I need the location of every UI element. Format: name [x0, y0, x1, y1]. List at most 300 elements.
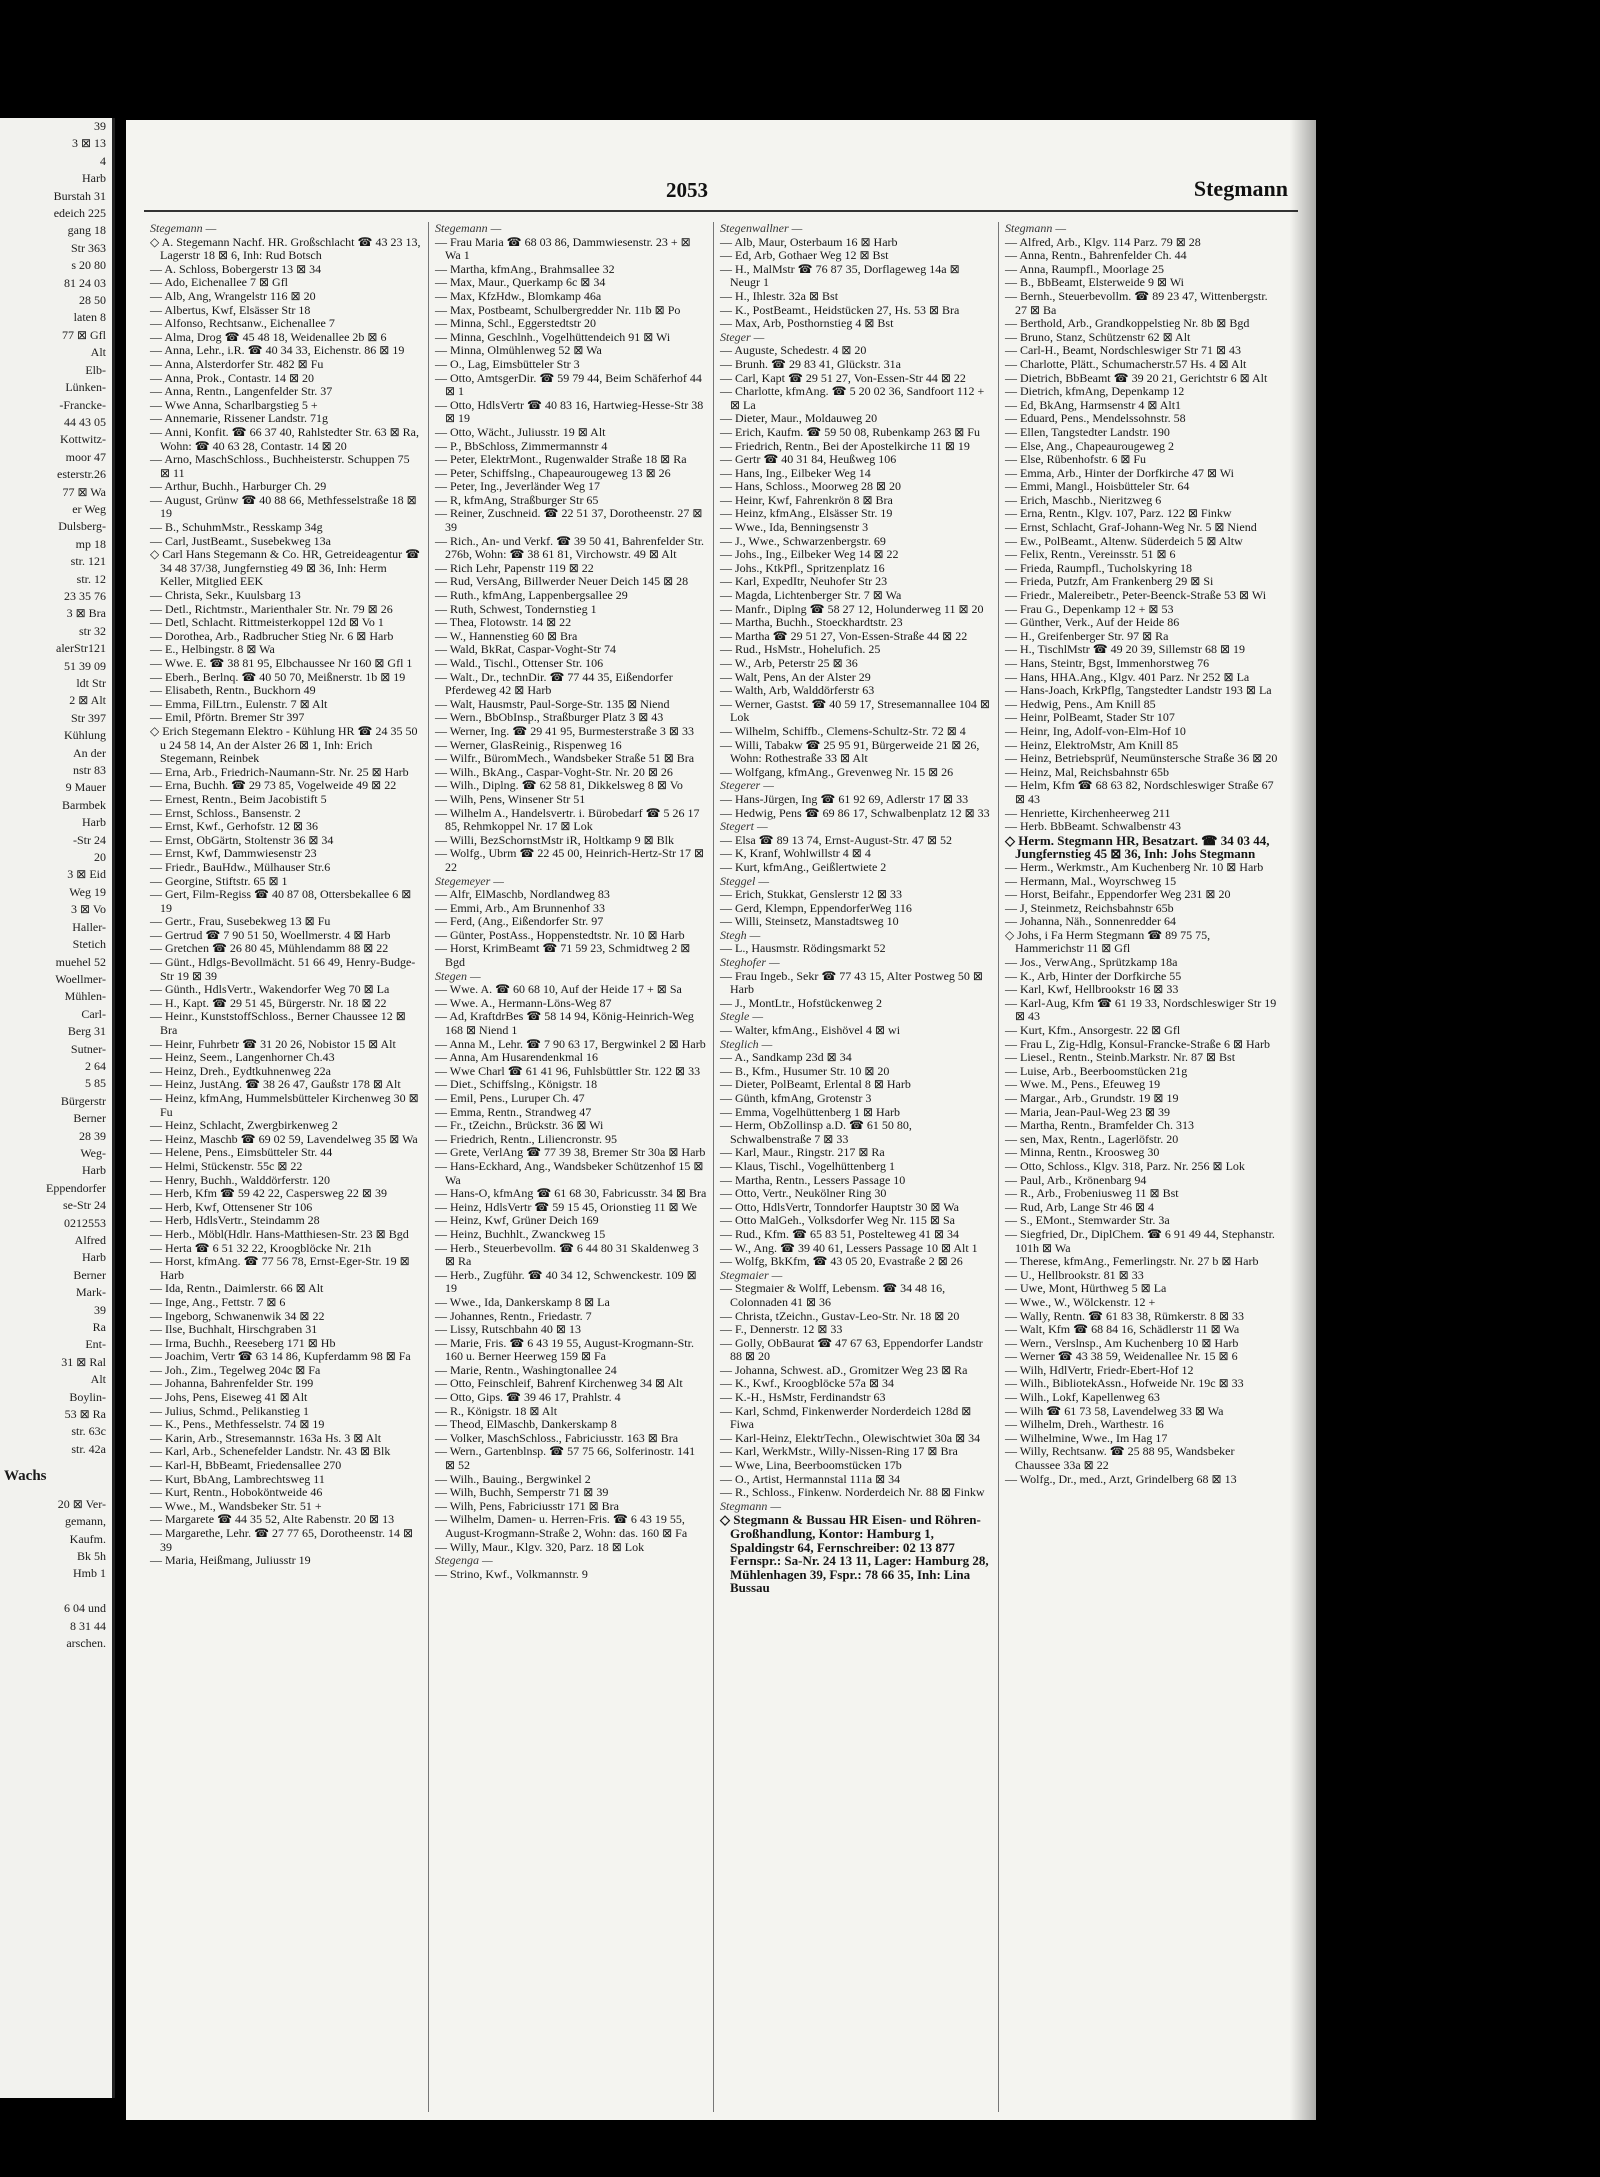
directory-entry: — Otto, HdlsVertr ☎ 40 83 16, Hartwieg-Hesse-Str 38 ⊠ 19 — [435, 397, 704, 426]
directory-entry: — Ernst, Kwf, Dammwiesenstr 23 — [150, 846, 317, 861]
directory-entry: — Emma, Rentn., Strandweg 47 — [435, 1104, 592, 1119]
directory-entry: — Dorothea, Arb., Radbrucher Stieg Nr. 6 ⊠ Harb — [150, 628, 394, 643]
left-page-line: Burstah 31 — [53, 188, 106, 203]
left-page-line: Harb — [82, 1163, 106, 1178]
left-page-line: Sutner- — [70, 1041, 106, 1056]
directory-entry: — Johanna, Näh., Sonnenredder 64 — [1005, 914, 1176, 929]
directory-entry: — Peter, ElektrMont., Rugenwalder Straße 18 ⊠ Ra — [435, 452, 687, 467]
directory-entry: — Max, Arb, Posthornstieg 4 ⊠ Bst — [720, 316, 894, 331]
directory-entry: — Minna, Rentn., Kroosweg 30 — [1005, 1145, 1160, 1160]
directory-entry: — Günth., HdlsVertr., Wakendorfer Weg 70 ⊠ La — [150, 982, 390, 997]
directory-entry: — Herm, ObZollinsp a.D. ☎ 61 50 80, Schwalbenstraße 7 ⊠ 33 — [720, 1118, 912, 1146]
directory-entry: — Wilhelm A., Handelsvertr. i. Bürobedarf ☎ 5 26 17 85, Rehmkoppel Nr. 17 ⊠ Lok — [435, 805, 700, 834]
entry-columns — [144, 222, 1304, 2112]
left-page-line: 44 43 05 — [64, 414, 106, 429]
directory-entry: — Elsa ☎ 89 13 74, Ernst-August-Str. 47 ⊠ 52 — [720, 832, 952, 847]
directory-entry: — B., SchuhmMstr., Resskamp 34g — [150, 520, 323, 535]
directory-entry: — B., Kfm., Husumer Str. 10 ⊠ 20 — [720, 1063, 890, 1078]
directory-entry: — Herb., Möbl(Hdlr. Hans-Matthiesen-Str. 23 ⊠ Bgd — [150, 1226, 409, 1241]
directory-entry: — R., Königstr. 18 ⊠ Alt — [435, 1403, 558, 1418]
directory-entry: — Karl-H, BbBeamt, Friedensallee 270 — [150, 1458, 342, 1473]
surname-heading: Stegemann — — [150, 222, 217, 235]
directory-entry: — Erna, Buchh. ☎ 29 73 85, Vogelweide 49 ⊠ 22 — [150, 778, 397, 793]
left-page-line: Lünken- — [65, 380, 106, 395]
directory-entry: — Stegmaier & Wolff, Lebensm. ☎ 34 48 16, Colonnaden 41 ⊠ 36 — [720, 1281, 946, 1309]
directory-entry: — Henry, Buchh., Walddörferstr. 120 — [150, 1172, 330, 1187]
directory-entry: — August, Grünw ☎ 40 88 66, Methfesselstraße 18 ⊠ 19 — [150, 492, 417, 521]
directory-entry: — Herb., Steuerbevollm. ☎ 6 44 80 31 Skaldenweg 3 ⊠ Ra — [435, 1240, 699, 1269]
directory-entry: — Eduard, Pens., Mendelssohnstr. 58 — [1005, 411, 1186, 426]
directory-entry: — Alfred, Arb., Klgv. 114 Parz. 79 ⊠ 28 — [1005, 234, 1201, 249]
directory-entry: — Gerd, Klempn, EppendorferWeg 116 — [720, 900, 912, 915]
left-page-line: 8 31 44 — [70, 1618, 106, 1633]
directory-entry: — Minna, Geschlnh., Vogelhüttendeich 91 ⊠ Wi — [435, 329, 671, 344]
directory-entry: — Frau Ingeb., Sekr ☎ 77 43 15, Alter Postweg 50 ⊠ Harb — [720, 968, 983, 997]
directory-entry: — Wwe, Lina, Beerboomstücken 17b — [720, 1458, 902, 1473]
directory-entry: — Ferd, (Ang., Eißendorfer Str. 97 — [435, 914, 604, 929]
directory-entry: — Detl., Richtmstr., Marienthaler Str. Nr. 79 ⊠ 26 — [150, 601, 393, 616]
left-page-line: 3 ⊠ Eid — [67, 867, 106, 882]
left-page-line: muehel 52 — [55, 954, 106, 969]
directory-entry: — Frieda, Putzfr, Am Frankenberg 29 ⊠ Si — [1005, 574, 1214, 589]
directory-entry: — Horst, kfmAng. ☎ 77 56 78, Ernst-Eger-Str. 19 ⊠ Harb — [150, 1254, 410, 1282]
directory-entry: — Anna, Raumpfl., Moorlage 25 — [1005, 261, 1164, 276]
directory-entry: — Wilhelm, Damen- u. Herren-Fris. ☎ 6 43 19 55, August-Krogmann-Straße 2, Wohn: das. 160 ⊠ Fa — [435, 1512, 688, 1540]
surname-heading: Stegemeyer — — [435, 873, 504, 888]
directory-entry: — Martha, Buchh., Stoeckhardtstr. 23 — [720, 615, 903, 630]
directory-entry: — Irma, Buchh., Reeseberg 171 ⊠ Hb — [150, 1335, 336, 1350]
directory-entry: — Frau L, Zig-Hdlg, Konsul-Francke-Straße 6 ⊠ Harb — [1005, 1036, 1270, 1051]
left-page-line: gang 18 — [67, 223, 106, 238]
directory-entry: — Magda, Lichtenberger Str. 7 ⊠ Wa — [720, 588, 902, 603]
directory-entry: — Max, Maur., Querkamp 6c ⊠ 34 — [435, 275, 606, 290]
directory-entry: — O., Lag, Eimsbütteler Str 3 — [435, 356, 580, 371]
directory-entry: — H., Kapt. ☎ 29 51 45, Bürgerstr. Nr. 18 ⊠ 22 — [150, 995, 387, 1010]
directory-entry: — Werner, GlasReinig., Rispenweg 16 — [435, 737, 622, 752]
left-page-line: er Weg — [72, 501, 106, 516]
directory-entry: — Joachim, Vertr ☎ 63 14 86, Kupferdamm 98 ⊠ Fa — [150, 1349, 411, 1364]
directory-entry: — Karl, WerkMstr., Willy-Nissen-Ring 17 ⊠ Bra — [720, 1444, 958, 1459]
left-page-line: Berg 31 — [67, 1024, 106, 1039]
left-page-line: str. 42a — [71, 1441, 106, 1456]
directory-entry: — Helm, Kfm ☎ 68 63 82, Nordschleswiger Straße 67 ⊠ 43 — [1005, 778, 1274, 806]
left-page-line: Alt — [90, 1372, 106, 1387]
directory-entry: — Karl, Kwf, Hellbrookstr 16 ⊠ 33 — [1005, 982, 1179, 997]
directory-entry: — Erna, Arb., Friedrich-Naumann-Str. Nr. 25 ⊠ Harb — [150, 764, 409, 779]
directory-entry: ◇ Johs, i Fa Herm Stegmann ☎ 89 75 75, Hammerichstr 11 ⊠ Gfl — [1005, 927, 1211, 956]
directory-entry: — Gertrud ☎ 7 90 51 50, Woellmerstr. 4 ⊠ Harb — [150, 927, 391, 942]
left-page-line: 3 ⊠ Bra — [66, 606, 106, 621]
directory-entry: — Willy, Maur., Klgv. 320, Parz. 18 ⊠ Lok — [435, 1539, 645, 1554]
directory-entry: — Jos., VerwAng., Sprützkamp 18a — [1005, 955, 1178, 970]
directory-entry: — Ilse, Buchhalt, Hirschgraben 31 — [150, 1322, 318, 1337]
left-page-line: 77 ⊠ Wa — [62, 484, 106, 499]
left-page-line: 28 39 — [79, 1128, 106, 1143]
left-page-line: Mühlen- — [64, 989, 106, 1004]
directory-entry: ◇ Stegmann & Bussau HR Eisen- und Röhren-Großhandlung, Kontor: Hamburg 1, Spaldingstr 64, Fernschreiber: 02 13 877 Fernspr.: Sa-Nr. 24 13 11, Lager: Hamburg 28, Mühlenhagen 39, Fspr.: 78 66 35, Inh: Lina Bussau — [720, 1512, 989, 1596]
directory-entry: — Emma, Vogelhüttenberg 1 ⊠ Harb — [720, 1104, 901, 1119]
directory-entry: — Liesel., Rentn., Steinb.Markstr. Nr. 87 ⊠ Bst — [1005, 1050, 1236, 1065]
directory-entry: — Karl-Heinz, ElektrTechn., Olewischtwiet 30a ⊠ 34 — [720, 1430, 981, 1445]
directory-entry: — Wilhelmine, Wwe., Im Hag 17 — [1005, 1430, 1168, 1445]
directory-entry: — Christa, tZeichn., Gustav-Leo-Str. Nr. 18 ⊠ 20 — [720, 1308, 960, 1323]
directory-entry: — S., EMont., Stemwarder Str. 3a — [1005, 1213, 1170, 1228]
directory-entry: — Max, Postbeamt, Schulbergredder Nr. 11b ⊠ Po — [435, 302, 681, 317]
directory-entry: — Wald., Tischl., Ottenser Str. 106 — [435, 656, 604, 670]
directory-entry: — Strino, Kwf., Volkmannstr. 9 — [435, 1566, 588, 1581]
directory-entry: — H., MalMstr ☎ 76 87 35, Dorflageweg 14a ⊠ Neugr 1 — [720, 261, 960, 290]
directory-entry: — Julius, Schmd., Pelikanstieg 1 — [150, 1403, 309, 1418]
directory-entry: — Heinz, Buchhlt., Zwanckweg 15 — [435, 1226, 606, 1241]
directory-entry: — Walth, Arb, Walddörferstr 63 — [720, 683, 875, 698]
page-number: 2053 — [666, 178, 708, 202]
directory-entry: — A., Sandkamp 23d ⊠ 34 — [720, 1050, 852, 1065]
left-page-line: alerStr121 — [56, 641, 106, 656]
left-page-line: 20 — [94, 850, 106, 865]
directory-entry: — Dieter, Maur., Moldauweg 20 — [720, 411, 878, 426]
directory-entry: — K., PostBeamt., Heidstücken 27, Hs. 53 ⊠ Bra — [720, 302, 960, 317]
left-page-line: 9 Mauer — [65, 780, 106, 795]
directory-entry: — Heinr., KunststoffSchloss., Berner Chaussee 12 ⊠ Bra — [150, 1009, 406, 1038]
directory-entry: — Karl, Maur., Ringstr. 217 ⊠ Ra — [720, 1145, 885, 1160]
left-page-line: se-Str 24 — [63, 1198, 106, 1213]
directory-entry: — Otto, Schloss., Klgv. 318, Parz. Nr. 256 ⊠ Lok — [1005, 1158, 1245, 1173]
directory-entry: — Wwe., Ida, Benningsenstr 3 — [720, 520, 869, 535]
directory-entry: — K., Kwf., Kroogblöcke 57a ⊠ 34 — [720, 1376, 895, 1391]
directory-entry: — E., Helbingstr. 8 ⊠ Wa — [150, 642, 275, 657]
directory-entry: — Kurt, Rentn., Hoboköntweide 46 — [150, 1485, 323, 1500]
directory-entry: — Hans-Joach, KrkPflg, Tangstedter Landstr 193 ⊠ La — [1005, 683, 1272, 698]
directory-entry: — Heinz, HdlsVertr ☎ 59 15 45, Orionstieg 11 ⊠ We — [435, 1199, 698, 1214]
left-page-line: 0212553 — [64, 1215, 106, 1230]
directory-entry: — Otto, Gips. ☎ 39 46 17, Prahlstr. 4 — [435, 1390, 621, 1405]
directory-entry: — Rich Lehr, Papenstr 119 ⊠ 22 — [435, 560, 594, 575]
left-page-line: Barmbek — [62, 797, 106, 812]
left-page-line: -Francke- — [59, 397, 106, 412]
directory-entry: — Heinz, JustAng. ☎ 38 26 47, Gaußstr 178 ⊠ Alt — [150, 1077, 401, 1092]
directory-entry: — Grete, VerlAng ☎ 77 39 38, Bremer Str 30a ⊠ Harb — [435, 1145, 706, 1160]
directory-entry: — Else, Ang., Chapeaurougeweg 2 — [1005, 438, 1174, 453]
left-page-line: Bk 5h — [76, 1548, 106, 1563]
left-page-line: str 32 — [79, 623, 106, 638]
left-page-line: 53 ⊠ Ra — [64, 1407, 106, 1422]
surname-heading: Stegle — — [720, 1009, 763, 1024]
directory-entry: — Wern., Verslnsp., Am Kuchenberg 10 ⊠ Harb — [1005, 1335, 1239, 1350]
surname-heading: Stegemann — — [435, 222, 502, 235]
left-page-line: 28 50 — [79, 293, 106, 308]
left-page-line: An der — [73, 745, 106, 760]
directory-entry: — Heinz, Kwf, Grüner Deich 169 — [435, 1213, 599, 1228]
directory-entry: — Kurt, Kfm., Ansorgestr. 22 ⊠ Gfl — [1005, 1023, 1181, 1038]
directory-entry: — Wwe., M., Wandsbeker Str. 51 + — [150, 1498, 322, 1513]
directory-entry: — K.-H., HsMstr, Ferdinandstr 63 — [720, 1390, 886, 1405]
directory-entry: — Anna, Rentn., Langenfelder Str. 37 — [150, 384, 333, 399]
directory-entry: — Johs., Ing., Eilbeker Weg 14 ⊠ 22 — [720, 547, 899, 562]
directory-entry: — Thea, Flotowstr. 14 ⊠ 22 — [435, 615, 572, 630]
surname-heading: Stegenwallner — — [720, 222, 803, 235]
surname-heading: Steghofer — — [720, 955, 780, 970]
left-page-line: Hmb 1 — [73, 1566, 106, 1581]
directory-entry: — Hedwig, Pens., Am Knill 85 — [1005, 696, 1156, 711]
directory-entry: — Alma, Drog ☎ 45 48 18, Weidenallee 2b ⊠ 6 — [150, 329, 387, 344]
directory-entry: — Ad, KraftdrBes ☎ 58 14 94, König-Heinrich-Weg 168 ⊠ Niend 1 — [435, 1009, 694, 1038]
directory-entry: — Max, KfzHdw., Blomkamp 46a — [435, 288, 602, 303]
left-page-line: Woellmer- — [55, 971, 106, 986]
directory-entry: — Werner, Gastst. ☎ 40 59 17, Stresemannallee 104 ⊠ Lok — [720, 696, 990, 725]
directory-entry: — Hans, Steintr, Bgst, Immenhorstweg 76 — [1005, 656, 1210, 670]
directory-entry: — Hans, HHA.Ang., Klgv. 401 Parz. Nr 252 ⊠ La — [1005, 669, 1250, 684]
left-page-line: edeich 225 — [53, 206, 106, 221]
directory-entry: — Volker, MaschSchloss., Fabriciusstr. 163 ⊠ Bra — [435, 1430, 679, 1445]
directory-entry: — Wilh., Diplng. ☎ 62 58 81, Dikkelsweg 8 ⊠ Vo — [435, 778, 683, 793]
directory-entry: — H., TischlMstr ☎ 49 20 39, Sillemstr 68 ⊠ 19 — [1005, 642, 1246, 657]
directory-entry: — Ellen, Tangstedter Landstr. 190 — [1005, 424, 1170, 439]
directory-entry: — Maria, Heißmang, Juliusstr 19 — [150, 1553, 311, 1568]
directory-entry: — Johs., KtkPfl., Spritzenplatz 16 — [720, 560, 885, 575]
directory-entry: — Hans-Jürgen, Ing ☎ 61 92 69, Adlerstr 17 ⊠ 33 — [720, 791, 969, 806]
directory-entry: — Hans-Eckhard, Ang., Wandsbeker Schützenhof 15 ⊠ Wa — [435, 1158, 704, 1187]
directory-entry: — Herb, Kfm ☎ 59 42 22, Caspersweg 22 ⊠ 39 — [150, 1186, 387, 1201]
directory-entry: — Brunh. ☎ 29 83 41, Glückstr. 31a — [720, 356, 901, 371]
left-page-line: Kühlung — [64, 728, 106, 743]
directory-entry: — Otto, HdlsVertr, Tonndorfer Hauptstr 30 ⊠ Wa — [720, 1199, 959, 1214]
column-1 — [144, 222, 429, 2112]
surname-heading: Steger — — [720, 329, 765, 344]
left-page-line: laten 8 — [73, 310, 106, 325]
directory-entry: — Ernst, ObGärtn, Stoltenstr 36 ⊠ 34 — [150, 832, 334, 847]
directory-entry: — Hans, Ing., Eilbeker Weg 14 — [720, 465, 871, 480]
directory-entry: — Luise, Arb., Beerboomstücken 21g — [1005, 1063, 1188, 1078]
directory-entry: — Auguste, Schedestr. 4 ⊠ 20 — [720, 343, 867, 358]
directory-entry: — Felix, Rentn., Vereinsstr. 51 ⊠ 6 — [1005, 547, 1176, 562]
directory-entry: — Johanna, Schwest. aD., Gromitzer Weg 23 ⊠ Ra — [720, 1362, 968, 1377]
directory-entry: — Friedrich, Rentn., Liliencronstr. 95 — [435, 1131, 617, 1146]
directory-entry: — Günth, kfmAng, Grotenstr 3 — [720, 1091, 872, 1105]
directory-entry: — P., BbSchloss, Zimmermannstr 4 — [435, 438, 608, 453]
directory-entry: — Heinr, Fuhrbetr ☎ 31 20 26, Nobistor 15 ⊠ Alt — [150, 1036, 396, 1051]
directory-entry: ◇ Erich Stegemann Elektro - Kühlung HR ☎ 24 35 50 u 24 58 14, An der Alster 26 ⊠ 1, Inh: Erich Stegemann, Reinbek — [150, 723, 418, 766]
directory-entry: — Hans, Schloss., Moorweg 28 ⊠ 20 — [720, 479, 902, 494]
directory-entry: — Günt., Hdlgs-Bevollmächt. 51 66 49, Henry-Budge-Str 19 ⊠ 39 — [150, 955, 416, 983]
directory-entry: — A. Schloss, Bobergerstr 13 ⊠ 34 — [150, 261, 322, 276]
directory-entry: — J, Steinmetz, Reichsbahnstr 65b — [1005, 900, 1174, 915]
scan-shadow — [1290, 120, 1320, 2120]
left-page-fragment — [0, 118, 115, 2098]
left-page-line: 39 — [94, 119, 106, 133]
left-page-line: 39 — [94, 1302, 106, 1317]
directory-entry: — Wolfg., Dr., med., Arzt, Grindelberg 68 ⊠ 13 — [1005, 1471, 1237, 1486]
directory-entry: — Charlotte, Plätt., Schumacherstr.57 Hs. 4 ⊠ Alt — [1005, 356, 1247, 371]
directory-entry: — Ew., PolBeamt., Altenw. Süderdeich 5 ⊠ Altw — [1005, 533, 1243, 548]
directory-entry: — Peter, Ing., Jeverländer Weg 17 — [435, 479, 600, 494]
directory-entry: — Wolfg., Ubrm ☎ 22 45 00, Heinrich-Hertz-Str 17 ⊠ 22 — [435, 846, 705, 874]
left-page-line: Str 397 — [70, 710, 106, 725]
directory-entry: — Friedrich, Rentn., Bei der Apostelkirche 11 ⊠ 19 — [720, 438, 970, 453]
directory-entry: — Theod, ElMaschb, Dankerskamp 8 — [435, 1417, 617, 1432]
directory-entry: — Emil, Pens., Luruper Ch. 47 — [435, 1091, 585, 1105]
directory-entry: — Marie, Rentn., Washingtonallee 24 — [435, 1362, 617, 1377]
left-page-line: 2 64 — [85, 1058, 106, 1073]
directory-entry: — Martha, Rentn., Bramfelder Ch. 313 — [1005, 1118, 1194, 1133]
directory-entry: — Hedwig, Pens ☎ 69 86 17, Schwalbenplatz 12 ⊠ 33 — [720, 805, 990, 820]
directory-entry: — Alb, Maur, Osterbaum 16 ⊠ Harb — [720, 234, 898, 249]
directory-entry: — Friedr., Malereibetr., Peter-Beenck-Straße 53 ⊠ Wi — [1005, 588, 1267, 603]
left-page-line: 77 ⊠ Gfl — [61, 327, 106, 342]
directory-entry: — Wilh., BkAng., Caspar-Voght-Str. Nr. 20 ⊠ 26 — [435, 764, 673, 779]
directory-entry: ◇ Carl Hans Stegemann & Co. HR, Getreideagentur ☎ 34 48 37/38, Jungfernstieg 49 ⊠ 36, Inh: Herm Keller, Mitglied EEK — [150, 547, 421, 589]
directory-entry: — H., Greifenberger Str. 97 ⊠ Ra — [1005, 628, 1169, 643]
directory-entry: — Gert, Film-Regiss ☎ 40 87 08, Ottersbekallee 6 ⊠ 19 — [150, 887, 412, 915]
directory-entry: — Heinz, Maschb ☎ 69 02 59, Lavendelweg 35 ⊠ Wa — [150, 1131, 418, 1146]
directory-entry: — Gretchen ☎ 26 80 45, Mühlendamm 88 ⊠ 22 — [150, 941, 389, 956]
directory-entry: — U., Hellbrookstr. 81 ⊠ 33 — [1005, 1267, 1144, 1282]
directory-entry: — Anna M., Lehr. ☎ 7 90 63 17, Bergwinkel 2 ⊠ Harb — [435, 1036, 706, 1051]
directory-page — [126, 120, 1316, 2120]
directory-entry: — Herb., Zugführ. ☎ 40 34 12, Schwenckestr. 109 ⊠ 19 — [435, 1267, 697, 1296]
directory-entry: — Emil, Pförtn. Bremer Str 397 — [150, 710, 305, 725]
directory-entry: — Wilh, Pens, Fabriciusstr 171 ⊠ Bra — [435, 1498, 620, 1513]
directory-entry: — Peter, Schiffslng., Chapeaurougeweg 13 ⊠ 26 — [435, 465, 671, 480]
directory-entry: — K., Arb, Hinter der Dorfkirche 55 — [1005, 968, 1182, 983]
left-page-line: Kaufm. — [69, 1531, 106, 1546]
left-page-line: mp 18 — [75, 536, 106, 551]
directory-entry: — Wilh ☎ 61 73 58, Lavendelweg 33 ⊠ Wa — [1005, 1403, 1224, 1418]
directory-entry: — Erich, Stukkat, Genslerstr 12 ⊠ 33 — [720, 887, 903, 902]
directory-entry: — Wern., Gartenblnsp. ☎ 57 75 66, Solferinostr. 141 ⊠ 52 — [435, 1444, 696, 1473]
directory-entry: — Diet., Schiffslng., Königstr. 18 — [435, 1077, 598, 1092]
directory-entry: — Wally, Rentn. ☎ 61 83 38, Rümkerstr. 8 ⊠ 33 — [1005, 1308, 1245, 1323]
directory-entry: — H., Ihlestr. 32a ⊠ Bst — [720, 288, 839, 303]
directory-entry: — Kurt, kfmAng., Geißlertwiete 2 — [720, 859, 887, 874]
directory-entry: — Wwe. A. ☎ 60 68 10, Auf der Heide 17 + ⊠ Sa — [435, 982, 682, 997]
surname-heading: Stegmann — — [720, 1498, 781, 1513]
directory-entry: — Inge, Ang., Fettstr. 7 ⊠ 6 — [150, 1294, 286, 1309]
directory-entry: — Herm., Werkmstr., Am Kuchenberg Nr. 10 ⊠ Harb — [1005, 859, 1264, 874]
directory-entry: — W., Hannenstieg 60 ⊠ Bra — [435, 628, 578, 643]
directory-entry: — Günther, Verk., Auf der Heide 86 — [1005, 615, 1180, 630]
directory-entry: — Ernst, Schlacht, Graf-Johann-Weg Nr. 5 ⊠ Niend — [1005, 520, 1257, 535]
directory-entry: — Helene, Pens., Eimsbütteler Str. 44 — [150, 1145, 333, 1160]
directory-entry: — Herb. BbBeamt. Schwalbenstr 43 — [1005, 819, 1181, 834]
left-page-line: 5 85 — [85, 1076, 106, 1091]
directory-entry: — Otto, Feinschleif, Bahrenf Kirchenweg 34 ⊠ Alt — [435, 1376, 683, 1391]
left-page-line: 81 24 03 — [64, 275, 106, 290]
directory-entry: — Annemarie, Rissener Landstr. 71g — [150, 411, 328, 426]
directory-entry: — Heinz, Seem., Langenhorner Ch.43 — [150, 1050, 335, 1065]
directory-entry: — L., Hausmstr. Rödingsmarkt 52 — [720, 941, 886, 956]
directory-entry: — Hermann, Mal., Woyrschweg 15 — [1005, 873, 1177, 888]
directory-entry: — Eberh., Berlnq. ☎ 40 50 70, Meißnerstr. 1b ⊠ 19 — [150, 669, 406, 684]
directory-entry: — Gertr., Frau, Susebekweg 13 ⊠ Fu — [150, 914, 331, 929]
left-page-line: Harb — [82, 815, 106, 830]
left-page-line: 3 ⊠ 13 — [71, 136, 106, 151]
directory-entry: — Rud., Kfm. ☎ 65 83 51, Postelteweg 41 ⊠ 34 — [720, 1226, 959, 1241]
directory-entry: — Ernest, Rentn., Beim Jacobistift 5 — [150, 791, 327, 806]
directory-entry: — Minna, Olmühlenweg 52 ⊠ Wa — [435, 343, 602, 358]
left-page-line: Carl- — [81, 1006, 106, 1021]
directory-entry: — Wwe. A., Hermann-Löns-Weg 87 — [435, 995, 612, 1010]
left-page-line: -Str 24 — [73, 832, 106, 847]
left-page-line: Haller- — [72, 919, 106, 934]
left-page-heading: Wachs — [4, 1468, 47, 1485]
directory-entry: — Alfr, ElMaschb, Nordlandweg 83 — [435, 887, 610, 902]
column-2 — [429, 222, 714, 2112]
left-page-line: Mark- — [76, 1285, 106, 1300]
directory-entry: ◇ A. Stegemann Nachf. HR. Großschlacht ☎ 43 23 13, Lagerstr 18 ⊠ 6, Inh: Rud Botsch — [150, 234, 421, 263]
left-page-line: Harb — [82, 171, 106, 186]
directory-entry: — Erich, Kaufm. ☎ 59 50 08, Rubenkamp 263 ⊠ Fu — [720, 424, 980, 439]
surname-heading: Steglich — — [720, 1036, 773, 1051]
directory-entry: — Anna, Alsterdorfer Str. 482 ⊠ Fu — [150, 356, 324, 371]
directory-entry: — Friedr., BauHdw., Mülhauser Str.6 — [150, 859, 331, 874]
directory-entry: — Charlotte, kfmAng. ☎ 5 20 02 36, Sandfoort 112 + ⊠ La — [720, 384, 985, 412]
left-page-line: Eppendorfer — [46, 1180, 106, 1195]
directory-entry: — Georgine, Stiftstr. 65 ⊠ 1 — [150, 873, 288, 888]
left-page-line: 31 ⊠ Ral — [61, 1354, 106, 1369]
directory-entry: — Wilh, Buchh, Semperstr 71 ⊠ 39 — [435, 1485, 609, 1500]
directory-entry: — W., Ang. ☎ 39 40 61, Lessers Passage 10 ⊠ Alt 1 — [720, 1240, 978, 1255]
directory-entry: — Karl, Schmd, Finkenwerder Norderdeich 128d ⊠ Fiwa — [720, 1403, 972, 1432]
directory-entry: — Heinz, Dreh., Eydtkuhnenweg 22a — [150, 1063, 331, 1078]
directory-entry: — Wilfr., BüromMech., Wandsbeker Straße 51 ⊠ Bra — [435, 751, 695, 766]
directory-entry: — Lissy, Rutschbahn 40 ⊠ 13 — [435, 1322, 581, 1337]
surname-heading: Steggel — — [720, 873, 769, 888]
directory-entry: — Werner ☎ 43 38 59, Weidenallee Nr. 15 ⊠ 6 — [1005, 1349, 1238, 1364]
directory-entry: — Martha, kfmAng., Brahmsallee 32 — [435, 261, 615, 276]
directory-entry: — Werner, Ing. ☎ 29 41 95, Burmesterstraße 3 ⊠ 33 — [435, 723, 694, 738]
directory-entry: — Berthold, Arb., Grandkoppelstieg Nr. 8b ⊠ Bgd — [1005, 316, 1250, 331]
directory-entry: — Wilh., Lokf, Kapellenweg 63 — [1005, 1390, 1160, 1405]
directory-entry: — Otto MalGeh., Volksdorfer Weg Nr. 115 ⊠ Sa — [720, 1213, 955, 1228]
left-page-line: 23 35 76 — [64, 588, 106, 603]
left-page-line: 51 39 09 — [64, 658, 106, 673]
directory-entry: — Walt., Dr., technDir. ☎ 77 44 35, Eißendorfer Pferdeweg 42 ⊠ Harb — [435, 669, 673, 698]
directory-entry: — Karl-Aug, Kfm ☎ 61 19 33, Nordschleswiger Str 19 ⊠ 43 — [1005, 995, 1277, 1024]
directory-entry: — Heinz, kfmAng., Elsässer Str. 19 — [720, 506, 893, 521]
directory-entry: — Walt, Hausmstr, Paul-Sorge-Str. 135 ⊠ Niend — [435, 696, 670, 711]
directory-entry: — Margarete ☎ 44 35 52, Alte Rabenstr. 20 ⊠ 13 — [150, 1512, 395, 1527]
directory-entry: — Herta ☎ 6 51 32 22, Kroogblöcke Nr. 21h — [150, 1240, 372, 1255]
directory-entry: — Ed, Arb, Gothaer Weg 12 ⊠ Bst — [720, 248, 889, 263]
surname-heading: Stegen — — [435, 968, 481, 983]
directory-entry: — Johanna, Bahrenfelder Str. 199 — [150, 1376, 314, 1391]
directory-entry: — Heinz, ElektroMstr, Am Knill 85 — [1005, 737, 1179, 752]
directory-entry: — Wilh., Bauing., Bergwinkel 2 — [435, 1471, 591, 1486]
directory-entry: — Ruth, Schwest, Tondernstieg 1 — [435, 601, 597, 616]
left-page-line: str. 12 — [76, 571, 106, 586]
directory-entry: — Wwe., W., Wölckenstr. 12 + — [1005, 1294, 1156, 1309]
directory-entry: — Heinz, kfmAng, Hummelsbütteler Kirchenweg 30 ⊠ Fu — [150, 1091, 419, 1119]
directory-entry: — Wwe Anna, Scharlbargstieg 5 + — [150, 397, 318, 412]
running-head: Stegmann — [1193, 176, 1288, 201]
left-page-line: Berner — [73, 1111, 106, 1126]
directory-entry: — Ado, Eichenallee 7 ⊠ Gfl — [150, 275, 289, 290]
column-3 — [714, 222, 999, 2112]
directory-entry: — Minna, Schl., Eggerstedtstr 20 — [435, 316, 596, 331]
directory-entry: — Karin, Arb., Stresemannstr. 163a Hs. 3 ⊠ Alt — [150, 1430, 382, 1445]
directory-entry: — Siegfried, Dr., DiplChem. ☎ 6 91 49 44, Stephanstr. 101h ⊠ Wa — [1005, 1226, 1275, 1255]
directory-entry: — Heinz, Mal, Reichsbahnstr 65b — [1005, 764, 1169, 779]
directory-entry: — K, Kranf, Wohlwillstr 4 ⊠ 4 — [720, 846, 871, 861]
directory-entry: — Erich, Maschb., Nieritzweg 6 — [1005, 492, 1162, 507]
header-rule — [144, 210, 1298, 212]
left-page-line: nstr 83 — [73, 763, 106, 778]
directory-entry: — Wald, BkRat, Caspar-Voght-Str 74 — [435, 642, 617, 657]
directory-entry: — W., Arb, Peterstr 25 ⊠ 36 — [720, 656, 858, 670]
surname-heading: Stegh — — [720, 927, 761, 942]
directory-entry: — Ingeborg, Schwanenwik 34 ⊠ 22 — [150, 1308, 325, 1323]
left-page-line: Stetich — [72, 937, 106, 952]
